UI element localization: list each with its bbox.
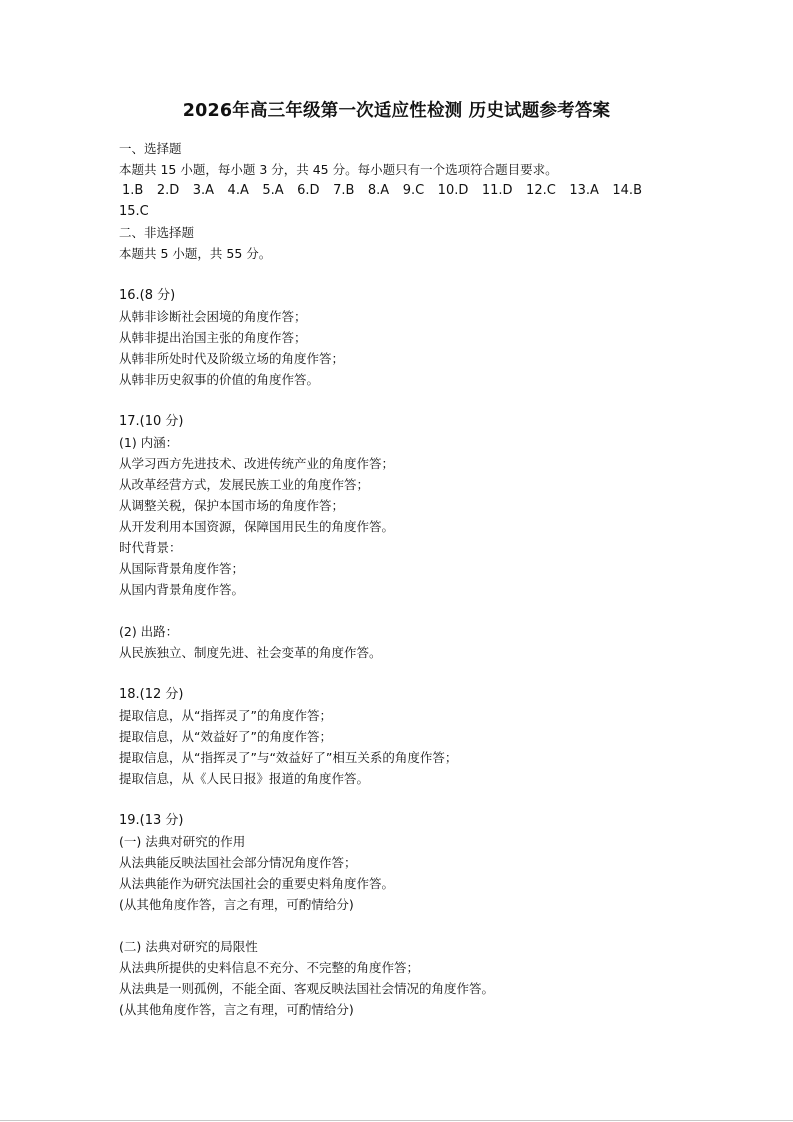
part2-heading: 二、非选择题 (119, 225, 195, 240)
answer-line: 从法典是一则孤例，不能全面、客观反映法国社会情况的角度作答。 (119, 981, 495, 996)
answer-line: 提取信息，从“指挥灵了”与“效益好了”相互关系的角度作答； (119, 750, 458, 765)
choice-answer: 15.C (119, 204, 149, 219)
part1-heading: 一、选择题 (119, 141, 182, 156)
subquestion-header: 时代背景： (119, 540, 182, 555)
subquestion-header: (二) 法典对研究的局限性 (119, 939, 258, 954)
subquestion-header: (一) 法典对研究的作用 (119, 834, 246, 849)
answer-line: 从韩非所处时代及阶级立场的角度作答； (119, 351, 345, 366)
answer-line: 从国际背景角度作答； (119, 561, 245, 576)
part2-instructions: 本题共 5 小题，共 55 分。 (119, 246, 272, 261)
answer-line: 从法典能作为研究法国社会的重要史料角度作答。 (119, 876, 395, 891)
answer-line: 从民族独立、制度先进、社会变革的角度作答。 (119, 645, 382, 660)
subquestion-header: (1) 内涵： (119, 435, 179, 450)
answer-line: 从韩非历史叙事的价值的角度作答。 (119, 372, 320, 387)
answer-line: 提取信息，从“效益好了”的角度作答； (119, 729, 332, 744)
choice-answer: 8.A (367, 183, 390, 198)
choice-answer: 9.C (402, 183, 425, 198)
choice-answer: 14.B (612, 183, 642, 198)
choice-answer: 4.A (227, 183, 249, 198)
answer-line: 提取信息，从《人民日报》报道的角度作答。 (119, 771, 370, 786)
question-18-header: 18.(12 分) (119, 687, 184, 702)
answer-line: 从开发利用本国资源，保障国用民生的角度作答。 (119, 519, 395, 534)
answer-line: 从改革经营方式，发展民族工业的角度作答； (119, 477, 370, 492)
choice-answers-row (122, 180, 719, 201)
choice-answer: 12.C (526, 183, 556, 198)
part1-instructions: 本题共 15 小题，每小题 3 分，共 45 分。每小题只有一个选项符合题目要求。 (119, 162, 558, 177)
choice-answer: 10.D (437, 183, 469, 198)
choice-answer: 3.A (192, 183, 215, 198)
choice-answer: 11.D (481, 183, 513, 198)
choice-answer: 13.A (569, 183, 599, 198)
question-17-header: 17.(10 分) (119, 414, 184, 429)
answer-line: 从韩非诊断社会困境的角度作答； (119, 309, 307, 324)
answer-note: (从其他角度作答，言之有理，可酌情给分) (119, 897, 354, 912)
choice-answer: 6.D (297, 183, 320, 198)
choice-answer: 5.A (262, 183, 284, 198)
answer-line: 从法典能反映法国社会部分情况角度作答； (119, 855, 357, 870)
subquestion-header: (2) 出路： (119, 624, 179, 639)
choice-answer: 2.D (156, 183, 180, 198)
choice-answer: 7.B (333, 183, 355, 198)
answer-line: 从韩非提出治国主张的角度作答； (119, 330, 307, 345)
answer-note: (从其他角度作答，言之有理，可酌情给分) (119, 1002, 354, 1017)
question-16-header: 16.(8 分) (119, 288, 176, 303)
answer-line: 从调整关税，保护本国市场的角度作答； (119, 498, 345, 513)
answer-line: 从法典所提供的史料信息不充分、不完整的角度作答； (119, 960, 420, 975)
answer-content (119, 138, 719, 1020)
answer-line: 从学习西方先进技术、改进传统产业的角度作答； (119, 456, 395, 471)
page-bottom-rule (0, 1120, 793, 1121)
answer-line: 提取信息，从“指挥灵了”的角度作答； (119, 708, 332, 723)
choice-answer: 1.B (122, 183, 144, 198)
answer-line: 从国内背景角度作答。 (119, 582, 245, 597)
question-19-header: 19.(13 分) (119, 813, 184, 828)
page-title: 2026年高三年级第一次适应性检测 历史试题参考答案 (182, 101, 611, 121)
